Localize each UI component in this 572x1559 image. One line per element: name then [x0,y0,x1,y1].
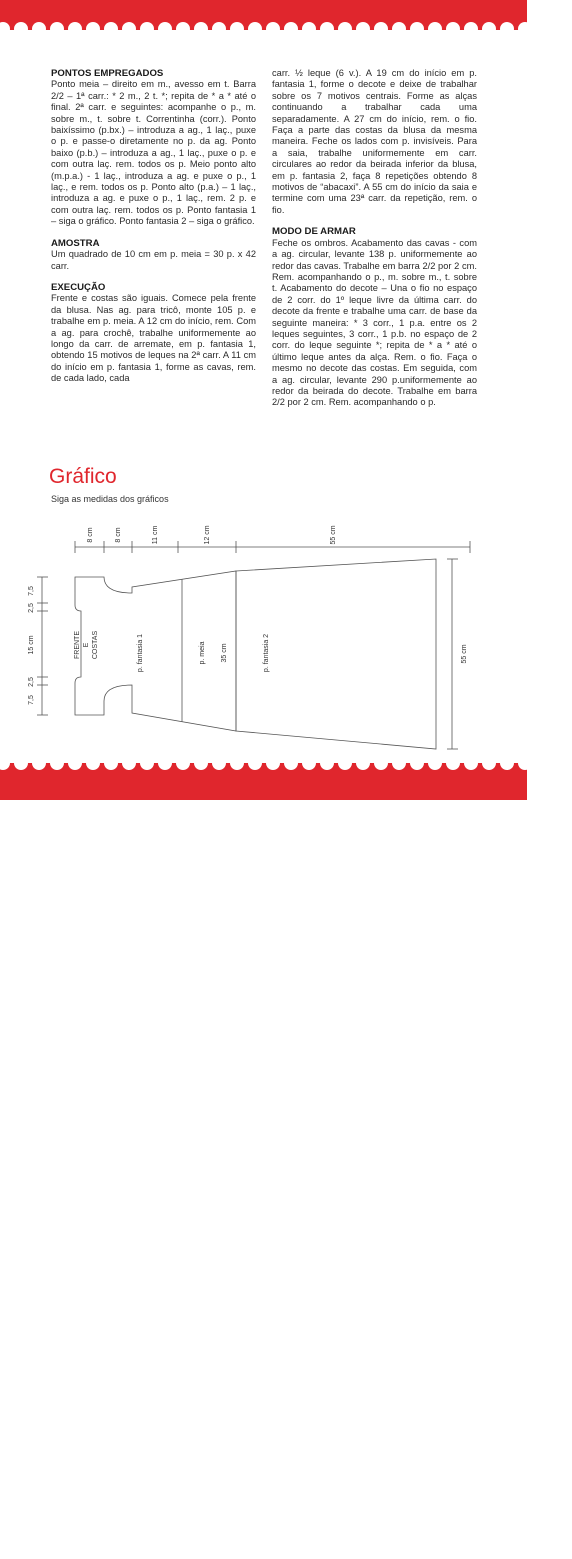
scallop-dot [32,756,46,770]
scallop-dot [554,22,568,36]
left-text-column [51,68,256,385]
scallop-dot [356,756,370,770]
top-scallop-border [0,22,572,36]
scallop-dot [284,22,298,36]
scallop-dot [140,22,154,36]
scallop-dot [68,22,82,36]
scallop-dot [86,756,100,770]
right-text-column [272,68,477,409]
measure-top-5: 55 cm [330,525,337,545]
measure-left-5: 7,5 [28,695,35,705]
scallop-dot [302,22,316,36]
scallop-dot [230,756,244,770]
label-meia: p. meia [199,641,206,665]
scallop-dot [50,22,64,36]
scallop-dot [284,756,298,770]
scallop-dot [482,22,496,36]
scallop-dot [194,22,208,36]
scallop-dot [0,22,10,36]
scallop-dot [446,756,460,770]
scallop-dot [68,756,82,770]
scallop-dot [482,756,496,770]
measure-top-1: 8 cm [87,527,94,543]
scallop-dot [0,756,10,770]
scallop-dot [212,756,226,770]
scallop-dot [518,756,532,770]
scallop-dot [446,22,460,36]
bottom-scallop-border [0,756,572,770]
scallop-dot [14,756,28,770]
bottom-decorative-band [0,763,527,1559]
label-fantasia-1: p. fantasia 1 [137,633,144,673]
scallop-dot [374,756,388,770]
site-watermark: PassionForum.ru [435,1547,519,1559]
scallop-dot [338,756,352,770]
scallop-dot [410,756,424,770]
scallop-dot [122,756,136,770]
scallop-dot [356,22,370,36]
measure-left-4: 2,5 [28,677,35,687]
section-text-pontos: Ponto meia – direito em m., avesso em t. Barra 2/2 – 1ª carr.: * 2 m., 2 t. *; repita de * a * até o final. 2ª carr. e seguintes: acompanhe o p., m. sobre m., t. sobre t. Correntinha (corr.). Ponto baixíssimo (p.bx.) – introduza a ag., 1 laç., puxe o p. e passe-o diretamente no p. da ag. Ponto baixo (p.b.) – introduza a ag., 1 laç., puxe o p. e com outra laç. rem. todos os p. Meio ponto alto (m.p.a.) - 1 laç., introduza a ag. e puxe o p., 1 laç., e rem. todos os p. Ponto alto (p.a.) – 1 laç., introduza a ag. e puxe o p., 1 laç., rem. 2 p. e com outra laç. rem. todos os p. Ponto fantasia 1 – siga o gráfico. Ponto fantasia 2 – siga o gráfico. [51,79,256,227]
top-decorative-band [0,0,527,30]
scallop-dot [158,22,172,36]
scallop-dot [230,22,244,36]
scallop-dot [500,22,514,36]
measure-left-2: 2,5 [28,603,35,613]
scallop-dot [302,756,316,770]
scallop-dot [266,756,280,770]
scallop-dot [158,756,172,770]
scallop-dot [176,22,190,36]
page-number: 29 [477,1535,493,1551]
scallop-dot [212,22,226,36]
section-heading-execucao: EXECUÇÃO [51,281,106,293]
scallop-dot [464,22,478,36]
scallop-dot [266,22,280,36]
scallop-dot [464,756,478,770]
scallop-dot [410,22,424,36]
label-e: E [83,642,90,648]
scallop-dot [14,22,28,36]
garment-schematic [0,505,527,763]
scallop-dot [122,22,136,36]
execucao-continued-text: carr. ½ leque (6 v.). A 19 cm do início em p. fantasia 1, forme o decote e deixe de trabalhar sobre os 7 motivos centrais. Forme as alças continuando a trabalhar cada uma separadamente. A 27 cm do início, rem. o fio. Faça a parte das costas da blusa da mesma maneira. Feche os lados com p. invisíveis. Para a saia, trabalhe uniformemente em carr. circulares ao redor da beirada inferior da blusa, em p. fantasia 2, faça 8 repetições obtendo 8 motivos de “abacaxi”. A 55 cm do início da saia e termine com uma 23ª carr. da repetição, rem. o fio. [272,68,477,215]
scallop-dot [32,22,46,36]
measure-left-1: 7,5 [28,586,35,596]
scallop-dot [374,22,388,36]
scallop-dot [536,22,550,36]
scallop-dot [248,756,262,770]
scallop-dot [554,756,568,770]
measure-top-3: 11 cm [152,525,159,545]
scallop-dot [50,756,64,770]
scallop-dot [338,22,352,36]
graphic-subtitle: Siga as medidas dos gráficos [51,494,169,504]
measure-right: 55 cm [461,644,468,664]
bodice-outline [75,571,236,731]
scallop-dot [104,22,118,36]
section-text-amostra: Um quadrado de 10 cm em p. meia = 30 p. x 42 carr. [51,249,256,271]
scallop-dot [428,22,442,36]
scallop-dot [392,22,406,36]
label-costas: COSTAS [92,630,99,660]
label-35cm: 35 cm [221,643,228,663]
scallop-dot [176,756,190,770]
measure-top-4: 12 cm [204,525,211,545]
measure-top-2: 8 cm [115,527,122,543]
measure-left-3: 15 cm [28,635,35,655]
scallop-dot [320,756,334,770]
section-text-modo-de-armar: Feche os ombros. Acabamento das cavas - com a ag. circular, levante 138 p. uniformemente ao redor das cavas. Trabalhe em barra 2/2 por 2 cm. Rem. acompanhando o p., m. sobre m., t. sobre t. Acabamento do decote – Una o fio no espaço de 2 corr. do 1º leque livre da última carr. do decote da frente e trabalhe uma carr. de base da seguinte maneira: * 3 corr., 1 p.a. entre os 2 leques seguintes, 3 corr., 1 p.b. no espaço de 2 corr. do leque seguinte *; repita de * a * até o último leque antes da alça. Rem. o fio. Faça o mesmo no decote das costas. Em seguida, com a ag. circular, levante 290 p.uniformemente ao redor da beirada do decote. Trabalhe em barra 2/2 por 2 cm. Rem. acompanhando o p. [272,237,477,408]
scallop-dot [140,756,154,770]
scallop-dot [518,22,532,36]
scallop-dot [500,756,514,770]
scallop-dot [536,756,550,770]
section-heading-amostra: AMOSTRA [51,237,100,249]
scallop-dot [194,756,208,770]
scallop-dot [392,756,406,770]
section-heading-modo-de-armar: MODO DE ARMAR [272,226,356,238]
label-frente: FRENTE [74,631,81,659]
section-text-execucao: Frente e costas são iguais. Comece pela frente da blusa. Nas ag. para tricô, monte 105 p. e trabalhe em p. meia. A 12 cm do início, rem. Com a ag. para crochê, trabalhe uniformemente ao longo da carr. de arremate, em p. fantasia 1, obtendo 15 motivos de leques na 2ª carr. A 11 cm do início em p. fantasia 1, forme as cavas, rem. de cada lado, cada [51,293,256,384]
scallop-dot [248,22,262,36]
scallop-dot [86,22,100,36]
scallop-dot [428,756,442,770]
graphic-title: Gráfico [49,465,117,488]
scallop-dot [320,22,334,36]
section-heading-pontos: PONTOS EMPREGADOS [51,68,164,79]
scallop-dot [104,756,118,770]
label-fantasia-2: p. fantasia 2 [263,633,270,673]
